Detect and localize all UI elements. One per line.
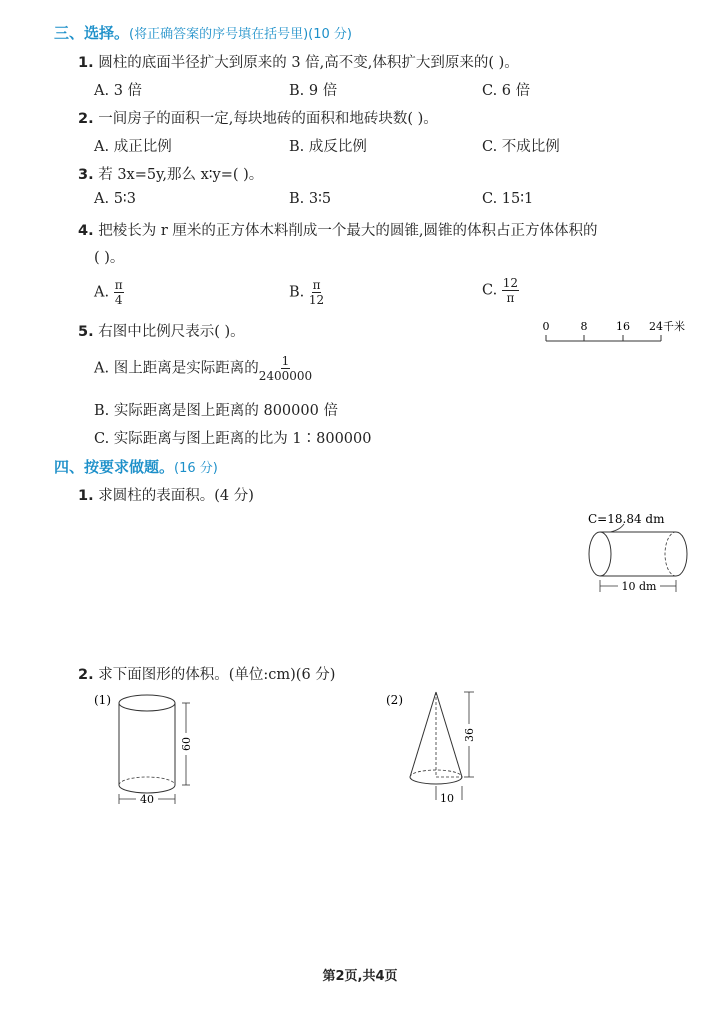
fraction — [259, 354, 312, 383]
q1-option-c[interactable]: C. 6 倍 — [482, 83, 531, 99]
q1-option-b[interactable]: B. 9 倍 — [289, 83, 338, 99]
fraction-denominator: 2400000 — [258, 369, 313, 383]
question-3 — [78, 163, 263, 184]
option-label: A. — [94, 284, 110, 301]
q3-option-a[interactable]: A. 5∶3 — [94, 191, 136, 207]
section-4-heading: 四、按要求做题。 — [54, 458, 175, 476]
section-4-note: (16 分) — [174, 461, 218, 476]
option-label: B. — [289, 284, 305, 301]
fraction-numerator: π — [114, 278, 123, 292]
scale-tick-label: 8 — [580, 320, 588, 333]
problem-2 — [78, 663, 335, 684]
height-label: 36 — [463, 728, 476, 742]
q4-option-c[interactable] — [482, 276, 519, 305]
fraction-numerator: 1 — [281, 354, 290, 368]
scale-tick-label: 16 — [616, 320, 630, 333]
horizontal-cylinder-figure — [580, 508, 700, 600]
scale-tick-label: 24千米 — [649, 320, 685, 333]
question-text: 圆柱的底面半径扩大到原来的 3 倍,高不变,体积扩大到原来的( )。 — [98, 55, 519, 71]
circumference-label: C=18.84 dm — [588, 512, 665, 526]
fraction-denominator: π — [506, 291, 515, 305]
cone-figure — [382, 688, 492, 813]
q4-option-a[interactable] — [94, 278, 124, 307]
question-number: 3. — [78, 167, 94, 183]
question-text: 一间房子的面积一定,每块地砖的面积和地砖块数( )。 — [98, 111, 438, 127]
question-text: 把棱长为 r 厘米的正方体木料削成一个最大的圆锥,圆锥的体积占正方体体积的 — [98, 223, 598, 239]
cylinder-bottom-front — [119, 785, 175, 793]
q2-option-b[interactable]: B. 成反比例 — [289, 139, 367, 155]
q2-option-c[interactable]: C. 不成比例 — [482, 139, 560, 155]
radius-label: 10 — [440, 792, 454, 805]
diameter-label: 40 — [140, 793, 154, 806]
question-4 — [78, 219, 597, 240]
question-1 — [78, 51, 519, 72]
question-4-answer-blank: ( )。 — [94, 250, 125, 266]
fraction-numerator: π — [312, 278, 321, 292]
scale-bar — [530, 316, 700, 350]
question-text: 若 3x=5y,那么 x∶y=( )。 — [98, 167, 264, 183]
q5-option-c[interactable]: C. 实际距离与图上距离的比为 1∶800000 — [94, 431, 372, 447]
q5-option-b[interactable]: B. 实际距离是图上距离的 800000 倍 — [94, 403, 338, 419]
question-text: 右图中比例尺表示( )。 — [98, 324, 245, 340]
fraction — [502, 276, 519, 305]
cone-side — [436, 692, 462, 777]
question-text: 求圆柱的表面积。(4 分) — [98, 488, 254, 504]
cylinder-right-base — [676, 532, 687, 576]
question-text: 求下面图形的体积。(单位:cm)(6 分) — [98, 667, 336, 683]
fraction-denominator: 4 — [114, 293, 123, 307]
fraction — [114, 278, 124, 307]
figure-label: (1) — [94, 693, 111, 707]
page-footer: 第2页,共4页 — [322, 969, 398, 984]
fraction-denominator: 12 — [308, 293, 325, 307]
fraction-numerator: 12 — [502, 276, 519, 290]
q3-option-b[interactable]: B. 3∶5 — [289, 191, 332, 207]
fraction — [309, 278, 324, 307]
cylinder-top-base — [119, 695, 175, 711]
q1-option-a[interactable]: A. 3 倍 — [94, 83, 143, 99]
question-number: 2. — [78, 111, 94, 127]
question-number: 4. — [78, 223, 94, 239]
question-number: 2. — [78, 667, 94, 683]
section-4-title — [54, 456, 218, 477]
cylinder-bottom-hidden — [119, 777, 175, 785]
q4-option-b[interactable] — [289, 278, 324, 307]
question-number: 1. — [78, 55, 94, 71]
option-text: A. 图上距离是实际距离的 — [94, 360, 259, 377]
height-label: 60 — [180, 737, 193, 751]
problem-1 — [78, 484, 254, 505]
question-number: 5. — [78, 324, 94, 340]
question-2 — [78, 107, 438, 128]
figure-label: (2) — [386, 693, 403, 707]
section-3-note: (将正确答案的序号填在括号里)(10 分) — [129, 27, 352, 42]
question-5 — [78, 320, 245, 341]
scale-tick-label: 0 — [542, 320, 550, 333]
cylinder-hidden-edge — [665, 532, 676, 576]
length-label: 10 dm — [621, 580, 657, 593]
q3-option-c[interactable]: C. 15∶1 — [482, 191, 534, 207]
cylinder-left-base — [589, 532, 611, 576]
section-3-heading: 三、选择。 — [54, 24, 130, 42]
cone-side — [410, 692, 436, 777]
question-number: 1. — [78, 488, 94, 504]
q2-option-a[interactable]: A. 成正比例 — [94, 139, 172, 155]
q5-option-a[interactable] — [94, 354, 312, 383]
cone-base-front — [410, 777, 462, 784]
cylinder-figure — [90, 688, 220, 818]
section-3-title — [54, 22, 352, 43]
option-label: C. — [482, 282, 498, 299]
